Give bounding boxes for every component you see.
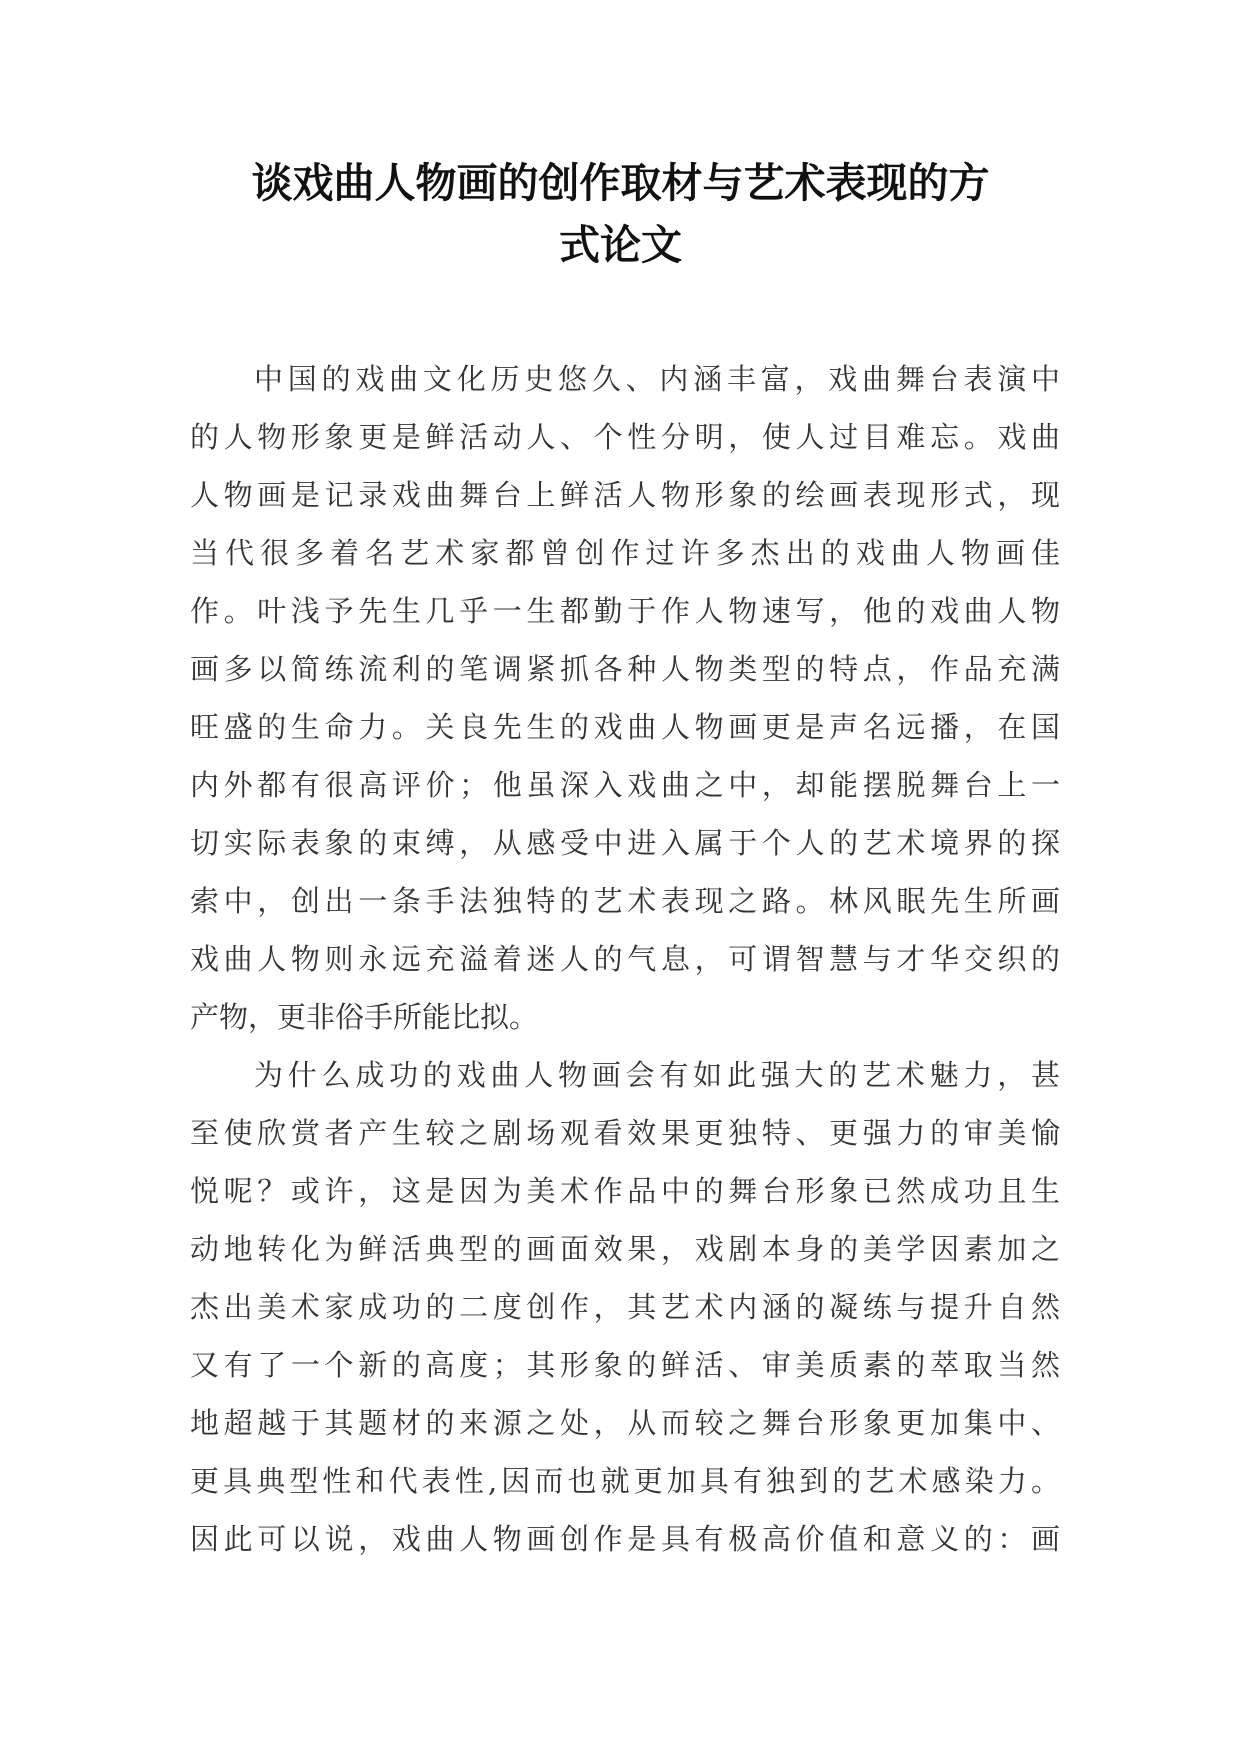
paragraph-2: [190, 1046, 1060, 1568]
text-line: 人物画是记录戏曲舞台上鲜活人物形象的绘画表现形式，现: [190, 478, 1060, 512]
document-body: [190, 350, 1060, 1568]
text-line: 至使欣赏者产生较之剧场观看效果更独特、更强力的审美愉: [190, 1116, 1060, 1150]
text-line: 产物，更非俗手所能比拟。: [190, 1000, 539, 1034]
paragraph-1: [190, 350, 1060, 1046]
text-line: 切实际表象的束缚，从感受中进入属于个人的艺术境界的探: [190, 826, 1060, 860]
text-line: 杰出美术家成功的二度创作，其艺术内涵的凝练与提升自然: [190, 1290, 1060, 1324]
text-line: 中国的戏曲文化历史悠久、内涵丰富，戏曲舞台表演中: [254, 362, 1060, 396]
text-line: 更具典型性和代表性,因而也就更加具有独到的艺术感染力。: [190, 1464, 1060, 1498]
text-line: 旺盛的生命力。关良先生的戏曲人物画更是声名远播，在国: [190, 710, 1060, 744]
text-line: 为什么成功的戏曲人物画会有如此强大的艺术魅力，甚: [254, 1058, 1060, 1092]
title-line: 谈戏曲人物画的创作取材与艺术表现的方: [251, 159, 990, 207]
text-line: 又有了一个新的高度；其形象的鲜活、审美质素的萃取当然: [190, 1348, 1060, 1382]
text-line: 画多以简练流利的笔调紧抓各种人物类型的特点，作品充满: [190, 652, 1060, 686]
text-line: 动地转化为鲜活典型的画面效果，戏剧本身的美学因素加之: [190, 1232, 1060, 1266]
text-line: 因此可以说，戏曲人物画创作是具有极高价值和意义的：画: [190, 1522, 1060, 1556]
text-line: 当代很多着名艺术家都曾创作过许多杰出的戏曲人物画佳: [190, 536, 1060, 570]
text-line: 内外都有很高评价；他虽深入戏曲之中，却能摆脱舞台上一: [190, 768, 1060, 802]
text-line: 索中，创出一条手法独特的艺术表现之路。林风眠先生所画: [190, 884, 1060, 918]
document-title: [180, 152, 1061, 276]
text-line: 悦呢？或许，这是因为美术作品中的舞台形象已然成功且生: [190, 1174, 1060, 1208]
text-line: 作。叶浅予先生几乎一生都勤于作人物速写，他的戏曲人物: [190, 594, 1060, 628]
text-line: 的人物形象更是鲜活动人、个性分明，使人过目难忘。戏曲: [190, 420, 1060, 454]
text-line: 戏曲人物则永远充溢着迷人的气息，可谓智慧与才华交织的: [190, 942, 1060, 976]
title-line: 式论文: [559, 221, 682, 269]
text-line: 地超越于其题材的来源之处，从而较之舞台形象更加集中、: [190, 1406, 1060, 1440]
